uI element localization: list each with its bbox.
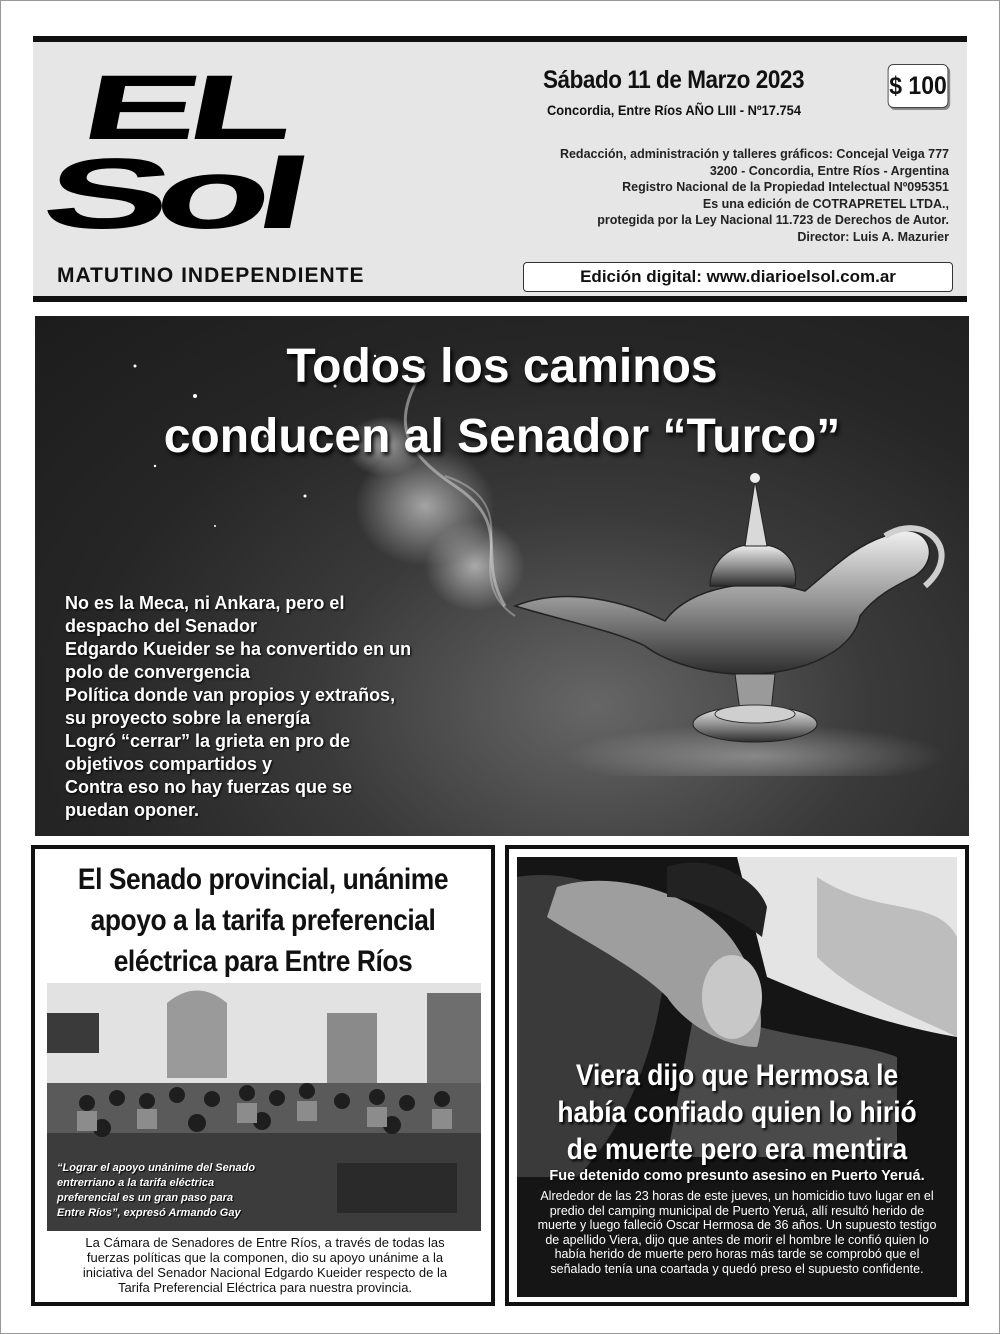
crime-body xyxy=(509,1189,965,1276)
caption-line: Entre Ríos”, expresó Armando Gay xyxy=(57,1207,241,1219)
senate-headline-line: eléctrica para Entre Ríos xyxy=(113,945,413,978)
publisher-info xyxy=(560,146,949,245)
info-line: Director: Luis A. Mazurier xyxy=(797,229,949,244)
masthead xyxy=(33,36,967,302)
info-line: Es una edición de COTRAPRETEL LTDA., xyxy=(702,196,949,211)
body-line: muerte y luego falleció Oscar Hermosa de 36 años. Un supuesto testigo xyxy=(537,1218,937,1232)
hero-summary-line: Edgardo Kueider se ha convertido en un xyxy=(65,639,412,659)
body-line: de apellido Viera, dijo que antes de morir el hombre le confió quien lo xyxy=(545,1232,929,1247)
senate-chamber-photo xyxy=(47,983,481,1231)
body-line: predio del camping municipal de Puerto Yeruá, allí resultó herido de xyxy=(549,1203,925,1218)
crime-headline-line: había confiado quien lo hirió xyxy=(557,1096,917,1129)
body-line: Tarifa Preferencial Eléctrica para nuestra provincia. xyxy=(117,1280,413,1295)
tagline: MATUTINO INDEPENDIENTE xyxy=(57,264,365,287)
senate-story[interactable] xyxy=(31,845,495,1306)
caption-line: preferencial es un gran paso para xyxy=(57,1192,234,1204)
hero-headline[interactable] xyxy=(35,332,969,472)
crime-headline[interactable] xyxy=(536,1057,937,1168)
issue-date: Sábado 11 de Marzo 2023 xyxy=(543,66,805,94)
hero-summary-line: Política donde van propios y extraños, xyxy=(65,685,396,705)
issue-edition: Concordia, Entre Ríos AÑO LIII - Nº17.754 xyxy=(547,102,802,118)
body-line: Alrededor de las 23 horas de este jueves, un homicidio tuvo lugar en el xyxy=(540,1189,934,1203)
senate-photo-caption xyxy=(57,1161,255,1221)
hero-story[interactable] xyxy=(35,316,969,836)
hero-summary-line: No es la Meca, ni Ankara, pero el xyxy=(65,593,345,613)
hero-headline-line: Todos los caminos xyxy=(286,340,718,393)
info-line: Registro Nacional de la Propiedad Intelectual Nº095351 xyxy=(622,180,949,194)
hero-summary xyxy=(65,592,485,822)
crime-headline-line: Viera dijo que Hermosa le xyxy=(575,1059,899,1092)
hero-summary-line: Contra eso no hay fuerzas que se xyxy=(65,777,353,797)
info-line: protegida por la Ley Nacional 11.723 de Derechos de Autor. xyxy=(597,213,949,227)
crime-headline-line: de muerte pero era mentira xyxy=(566,1133,908,1166)
logo-top-word: EL xyxy=(73,57,295,159)
digital-edition-link[interactable]: Edición digital: www.diarioelsol.com.ar xyxy=(523,262,953,292)
caption-line: “Lograr el apoyo unánime del Senado xyxy=(57,1162,256,1174)
senate-body xyxy=(45,1235,485,1295)
logo-bottom-word: Sol xyxy=(33,138,307,250)
crime-subheadline: Fue detenido como presunto asesino en Puerto Yeruá. xyxy=(549,1168,925,1184)
senate-headline[interactable] xyxy=(62,859,463,982)
hero-summary-line: polo de convergencia xyxy=(65,662,251,682)
hero-summary-line: objetivos compartidos y xyxy=(65,754,273,774)
crime-story[interactable] xyxy=(505,845,969,1306)
info-line: 3200 - Concordia, Entre Ríos - Argentina xyxy=(709,163,949,178)
senate-headline-line: apoyo a la tarifa preferencial xyxy=(90,904,436,937)
hero-summary-line: puedan oponer. xyxy=(65,800,200,820)
body-line: fuerzas políticas que la componen, dio su apoyo unánime a la xyxy=(86,1250,444,1265)
hero-summary-line: despacho del Senador xyxy=(65,616,258,636)
magic-lamp-illustration xyxy=(455,456,955,776)
hero-headline-line: conducen al Senador “Turco” xyxy=(163,410,841,463)
hero-summary-line: Logró “cerrar” la grieta en pro de xyxy=(65,731,351,751)
senate-headline-line: El Senado provincial, unánime xyxy=(77,863,449,896)
body-line: señalado tenía una coartada y quedó preso el supuesto confidente. xyxy=(550,1261,924,1276)
body-line: había herido de muerte pero horas más tarde se comprobó que el xyxy=(554,1247,920,1261)
body-line: La Cámara de Senadores de Entre Ríos, a través de todas las xyxy=(85,1235,445,1250)
body-line: iniciativa del Senador Nacional Edgardo Kueider respecto de la xyxy=(82,1265,448,1280)
caption-line: entrerriano a la tarifa eléctrica xyxy=(57,1177,215,1189)
price-badge: $ 100 xyxy=(888,64,949,108)
info-line: Redacción, administración y talleres gráficos: Concejal Veiga 777 xyxy=(559,147,949,161)
hero-summary-line: su proyecto sobre la energía xyxy=(65,708,311,728)
